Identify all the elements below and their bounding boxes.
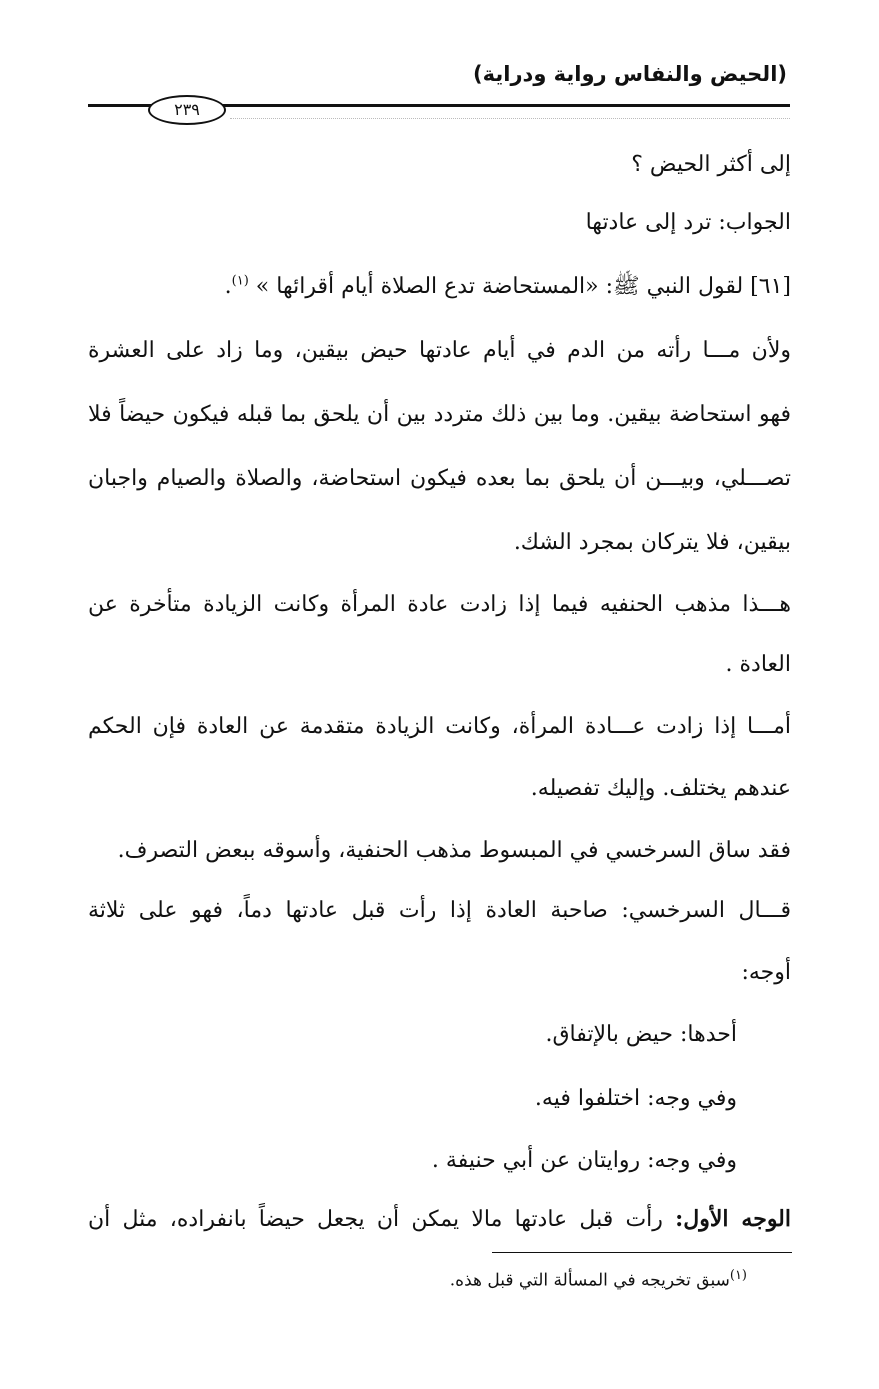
text-line-15: أحدها: حيض بالإتفاق. bbox=[545, 1022, 737, 1047]
hadith-text: [٦١] لقول النبي ﷺ: «المستحاضة تدع الصلاة أيام أقرائها » bbox=[255, 274, 791, 299]
footnote-ref: (١) bbox=[231, 273, 249, 289]
header-dotted-rule bbox=[230, 118, 790, 119]
text-line-8: هـــذا مذهب الحنفيه فيما إذا زادت عادة المرأة وكانت الزيادة متأخرة عن bbox=[88, 592, 791, 617]
footnote-text: سبق تخريجه في المسألة التي قبل هذه. bbox=[449, 1270, 730, 1291]
text-line-2: الجواب: ترد إلى عادتها bbox=[585, 210, 791, 235]
text-line-10: أمـــا إذا زادت عـــادة المرأة، وكانت الزيادة متقدمة عن العادة فإن الحكم bbox=[88, 714, 791, 739]
text-line-7: بيقين، فلا يتركان بمجرد الشك. bbox=[513, 530, 791, 555]
hadith-end: . bbox=[224, 274, 232, 299]
text-line-17: وفي وجه: روايتان عن أبي حنيفة . bbox=[431, 1148, 737, 1173]
text-line-4: ولأن مـــا رأته من الدم في أيام عادتها حيض بيقين، وما زاد على العشرة bbox=[88, 338, 791, 363]
page-number: ٢٣٩ bbox=[148, 95, 226, 125]
section-heading: الوجه الأول: bbox=[675, 1206, 791, 1232]
text-line-1: إلى أكثر الحيض ؟ bbox=[631, 152, 791, 177]
text-line-5: فهو استحاضة بيقين. وما بين ذلك متردد بين أن يلحق بما قبله فيكون حيضاً فلا bbox=[88, 402, 791, 427]
running-header-title: (الحيض والنفاس رواية ودراية) bbox=[473, 62, 787, 86]
footnote-marker: (١) bbox=[729, 1268, 747, 1283]
footnote bbox=[450, 1268, 747, 1291]
text-line-13: قـــال السرخسي: صاحبة العادة إذا رأت قبل عادتها دماً، فهو على ثلاثة bbox=[88, 898, 791, 923]
text-line-12: فقد ساق السرخسي في المبسوط مذهب الحنفية، وأسوقه ببعض التصرف. bbox=[117, 838, 791, 863]
text-line-16: وفي وجه: اختلفوا فيه. bbox=[534, 1086, 737, 1111]
section-text: رأت قبل عادتها مالا يمكن أن يجعل حيضاً بانفراده، مثل أن bbox=[88, 1207, 676, 1232]
footnote-rule bbox=[492, 1252, 792, 1253]
text-line-18 bbox=[88, 1206, 791, 1232]
text-line-14: أوجه: bbox=[741, 960, 791, 985]
hadith-line bbox=[225, 272, 791, 304]
text-line-6: تصـــلي، وبيـــن أن يلحق بما بعده فيكون استحاضة، والصلاة والصيام واجبان bbox=[88, 466, 791, 491]
text-line-11: عندهم يختلف. وإليك تفصيله. bbox=[530, 776, 791, 801]
text-line-9: العادة . bbox=[725, 652, 791, 677]
